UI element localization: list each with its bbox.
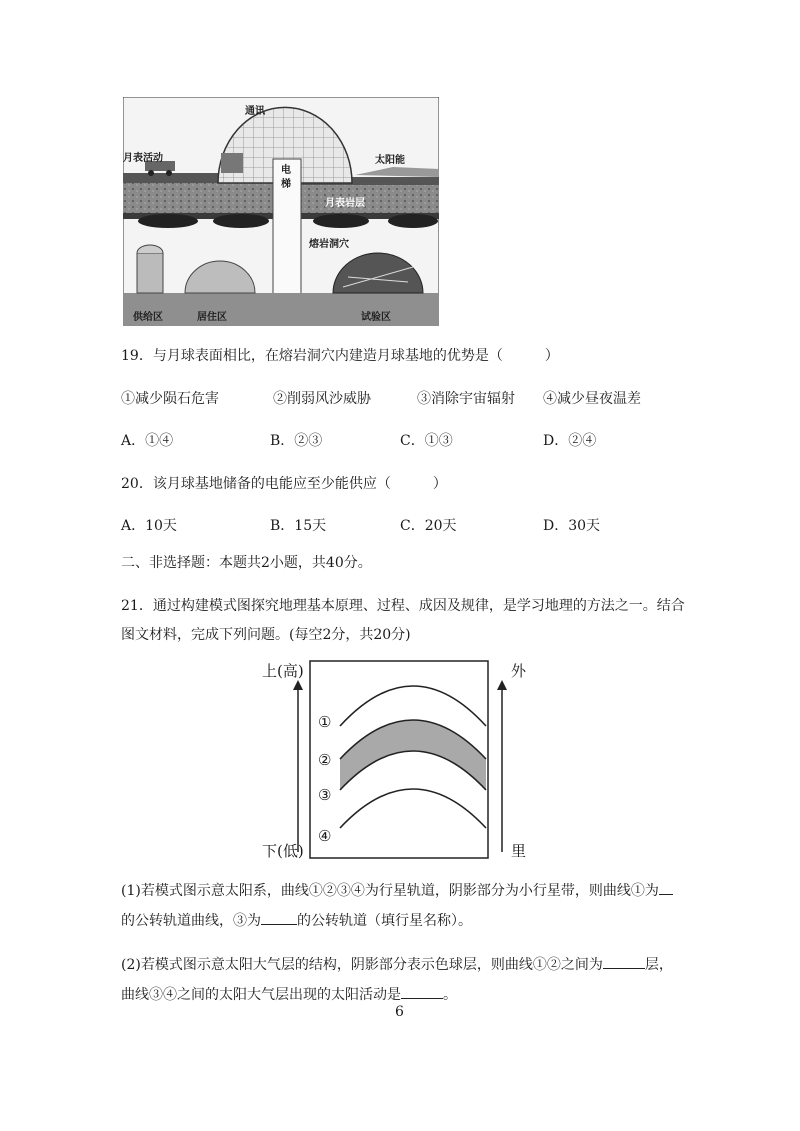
lunar-base-figure xyxy=(123,97,439,326)
q19-option-d: D．②④ xyxy=(543,433,597,449)
q19-option-b: B．②③ xyxy=(270,433,323,449)
label-communication: 通讯 xyxy=(245,106,265,117)
section-heading: 二、非选择题：本题共2小题，共40分。 xyxy=(121,555,372,571)
q20-option-d: D．30天 xyxy=(543,518,601,534)
label-supply: 供给区 xyxy=(133,312,163,323)
q20-stem: 20．该月球基地储备的电能应至少能供应（ ） xyxy=(121,476,447,492)
q20-option-a: A．10天 xyxy=(121,518,177,534)
curve-2-label: ② xyxy=(318,751,332,769)
sub1-text-a: (1)若模式图示意太阳系，曲线①②③④为行星轨道，阴影部分为小行星带，则曲线①为 xyxy=(121,883,659,899)
q19-option-c: C．①③ xyxy=(400,433,453,449)
q19-statement: ③消除宇宙辐射 xyxy=(417,391,515,407)
answer-blank[interactable] xyxy=(659,894,673,895)
sub2-text-d: 。 xyxy=(443,987,457,1003)
sub1-line2 xyxy=(121,910,472,930)
lunar-base-illustration xyxy=(123,97,439,326)
curve-4 xyxy=(340,789,486,828)
q19-option-a: A．①④ xyxy=(121,433,174,449)
q20-option-c: C．20天 xyxy=(400,518,457,534)
sub2-line2 xyxy=(121,984,457,1004)
label-test: 试验区 xyxy=(361,312,391,323)
q19-statement: ①减少陨石危害 xyxy=(121,391,219,407)
shaded-belt xyxy=(340,720,486,790)
answer-blank[interactable] xyxy=(261,924,297,925)
answer-blank[interactable] xyxy=(401,998,443,999)
label-solar: 太阳能 xyxy=(375,155,405,166)
sub2-text-b: 层， xyxy=(644,957,673,973)
label-elevator-2: 梯 xyxy=(281,179,291,190)
curve-4-label: ④ xyxy=(318,827,332,845)
q20-option-b: B．15天 xyxy=(270,518,327,534)
sub1-text-c: 的公转轨道（填行星名称）。 xyxy=(297,913,472,929)
page-number: 6 xyxy=(395,1004,404,1020)
sub1-line1 xyxy=(121,880,673,900)
label-rock-layer: 月表岩层 xyxy=(325,198,365,209)
q19-statement: ④减少昼夜温差 xyxy=(543,391,641,407)
q21-intro-line1: 21．通过构建模式图探究地理基本原理、过程、成因及规律，是学习地理的方法之一。结合 xyxy=(121,598,685,614)
sub2-text-c: 曲线③④之间的太阳大气层出现的太阳活动是 xyxy=(121,987,401,1003)
q19-statement: ②削弱风沙威胁 xyxy=(273,391,371,407)
label-outer: 外 xyxy=(511,662,527,680)
sub2-line1 xyxy=(121,954,673,974)
curve-1-label: ① xyxy=(318,713,332,731)
curve-3-label: ③ xyxy=(318,786,332,804)
q21-intro-line2: 图文材料，完成下列问题。(每空2分，共20分) xyxy=(121,627,411,643)
sub1-text-b: 的公转轨道曲线，③为 xyxy=(121,913,261,929)
label-lava-cave: 熔岩洞穴 xyxy=(309,239,349,250)
answer-blank[interactable] xyxy=(603,968,645,969)
label-elevator-1: 电 xyxy=(281,165,291,176)
q19-stem: 19．与月球表面相比，在熔岩洞穴内建造月球基地的优势是（ ） xyxy=(121,348,559,364)
model-diagram-svg xyxy=(262,656,538,862)
label-up-high: 上(高) xyxy=(262,662,304,680)
label-down-low: 下(低) xyxy=(262,842,304,860)
label-inner: 里 xyxy=(511,842,527,860)
label-residential: 居住区 xyxy=(197,312,227,323)
label-surface-activity: 月表活动 xyxy=(123,153,163,164)
model-diagram xyxy=(262,656,538,862)
sub2-text-a: (2)若模式图示意太阳大气层的结构，阴影部分表示色球层，则曲线①②之间为 xyxy=(121,957,603,973)
